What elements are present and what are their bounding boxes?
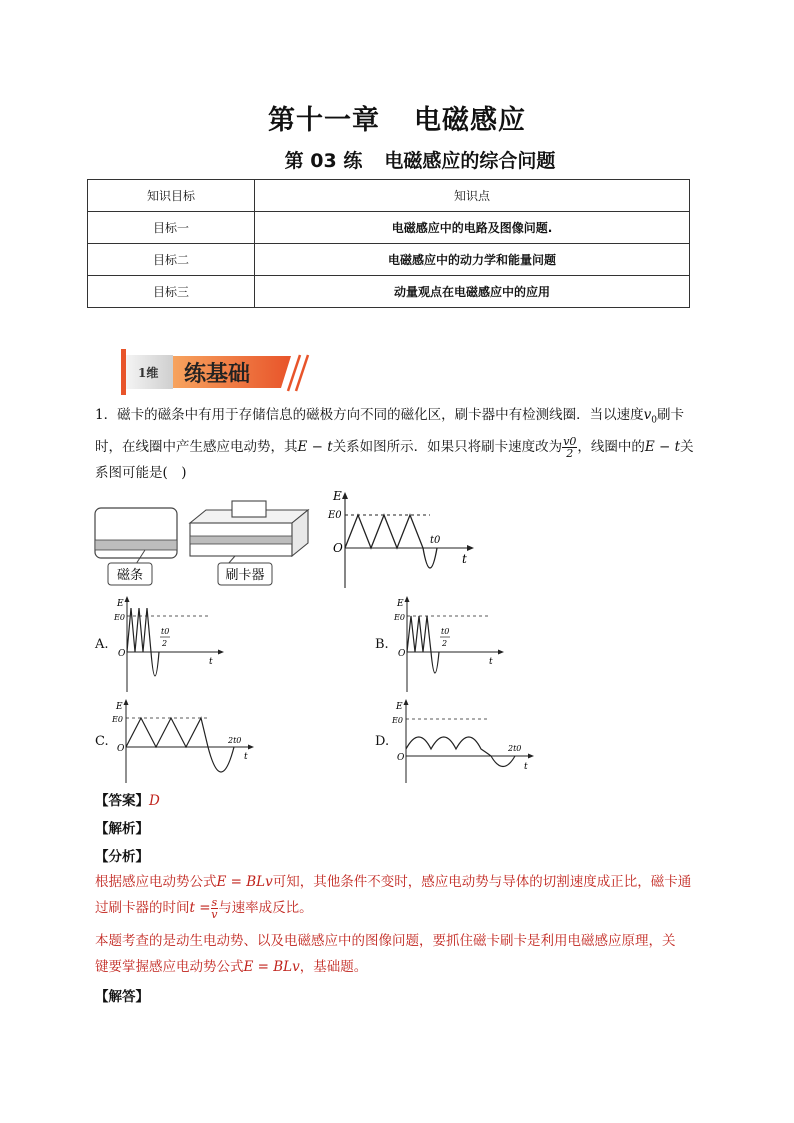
question-text-5: ，线圈中的 (577, 438, 645, 455)
magnetic-card (95, 508, 177, 558)
question-text-3: 时，在线圈中产生感应电动势，其 (95, 438, 298, 455)
axis-E: E (397, 599, 404, 609)
speed-fraction-den: 2 (566, 446, 574, 460)
label-t0-half: t0 (441, 627, 450, 636)
table-header-row (88, 180, 690, 212)
table-header-point: 知识点 (255, 180, 690, 212)
option-a-graph[interactable] (112, 594, 227, 694)
label-2t0: 2t0 (228, 736, 242, 745)
analysis-label: 【解析】 (95, 821, 149, 837)
table-row (88, 276, 690, 308)
table-cell-goal: 目标一 (88, 212, 255, 244)
option-b-label[interactable]: B. (375, 637, 389, 652)
section-banner (121, 347, 311, 397)
option-d-graph[interactable] (390, 697, 540, 785)
table-cell-goal: 目标二 (88, 244, 255, 276)
answer-line (95, 789, 160, 809)
reader-label: 刷卡器 (225, 568, 265, 583)
axis-E0: E0 (392, 716, 403, 725)
table-cell-point: 动量观点在电磁感应中的应用 (255, 276, 690, 308)
option-d-label[interactable]: D. (375, 734, 390, 749)
axis-E0: E0 (394, 613, 405, 622)
fenxi-p2-b: 与速率成反比。 (218, 900, 313, 916)
label-two: 2 (162, 639, 168, 648)
question-v0-sub: 0 (651, 415, 657, 426)
label-two: 2 (442, 639, 448, 648)
section-name: 电磁感应的综合问题 (384, 150, 556, 172)
fenxi-label: 【分析】 (95, 849, 149, 865)
chapter-name: 电磁感应 (414, 105, 526, 136)
option-c-graph[interactable] (110, 697, 260, 785)
axis-t: t (244, 752, 248, 762)
axis-E0: E0 (328, 510, 342, 521)
answer-value: D (149, 793, 160, 809)
answer-label: 【答案】 (95, 793, 149, 809)
axis-t: t (524, 762, 528, 772)
axis-origin: O (117, 744, 125, 754)
question-number: 1． (95, 407, 118, 423)
table-cell-point: 电磁感应中的动力学和能量问题 (255, 244, 690, 276)
option-b-graph[interactable] (392, 594, 507, 694)
axis-origin: O (398, 649, 406, 659)
time-fraction-num: s (211, 896, 218, 909)
axis-E0: E0 (114, 613, 125, 622)
axis-E: E (116, 702, 123, 712)
fenxi-p1-b: 可知，其他条件不变时，感应电动势与导体的切割速度成正比，磁卡通 (272, 874, 692, 890)
time-fraction-den: v (211, 908, 218, 921)
table-row (88, 212, 690, 244)
axis-t: t (489, 657, 493, 667)
question-et-2: E − t (644, 438, 681, 455)
axis-E: E (396, 702, 403, 712)
table-header-goal: 知识目标 (88, 180, 255, 212)
table-cell-point: 电磁感应中的电路及图像问题. (255, 212, 690, 244)
fenxi-time-symbol: t = (189, 900, 211, 916)
fenxi-p4-b: ，基础题。 (299, 959, 368, 975)
banner-graphic (121, 347, 311, 397)
axis-E0: E0 (112, 715, 123, 724)
table-row (88, 244, 690, 276)
question-figure (90, 488, 490, 590)
table-cell-goal: 目标三 (88, 276, 255, 308)
chapter-label: 第十一章 (268, 105, 380, 136)
fenxi-text-2 (95, 928, 705, 980)
chapter-title (0, 98, 794, 137)
card-label: 磁条 (116, 568, 144, 583)
question-text-4: 关系如图所示．如果只将刷卡速度改为 (332, 438, 563, 455)
option-c-label[interactable]: C. (95, 734, 109, 749)
section-title (0, 146, 794, 173)
axis-E: E (117, 599, 124, 609)
label-2t0: 2t0 (508, 744, 522, 753)
label-t0: t0 (430, 535, 441, 546)
fenxi-p2-a: 过刷卡器的时间 (95, 900, 190, 916)
question-text-6: 关 (680, 438, 694, 455)
question-text-7: 系图可能是( ) (95, 464, 187, 481)
fenxi-p3: 本题考查的是动生电动势、以及电磁感应中的图像问题，要抓住磁卡刷卡是利用电磁感应原理，关 (95, 933, 676, 949)
question-text-2: 刷卡 (656, 407, 684, 423)
fenxi-text (95, 869, 705, 921)
section-label: 第 03 练 (284, 150, 363, 172)
axis-E: E (333, 489, 342, 503)
et-graph (327, 489, 474, 588)
goals-table (87, 179, 690, 308)
label-t0-half: t0 (161, 627, 170, 636)
axis-origin: O (333, 541, 343, 555)
question-v0: v (643, 407, 652, 423)
question-text (95, 402, 705, 486)
option-a-label[interactable]: A. (95, 637, 109, 652)
fenxi-p4-a: 键要掌握感应电动势公式 (95, 959, 244, 975)
banner-accent (121, 349, 126, 395)
axis-origin: O (118, 649, 126, 659)
fenxi-formula-2: E = BLv (243, 959, 300, 975)
axis-t: t (209, 657, 213, 667)
question-text-1: 磁卡的磁条中有用于存储信息的磁极方向不同的磁化区，刷卡器中有检测线圈．当以速度 (117, 407, 644, 423)
question-et: E − t (297, 438, 333, 455)
axis-origin: O (397, 753, 405, 763)
magnetic-stripe (95, 540, 177, 550)
axis-t: t (462, 552, 467, 566)
speed-fraction-num: v0 (563, 434, 577, 448)
fenxi-p1-a: 根据感应电动势公式 (95, 874, 217, 890)
banner-title: 练基础 (184, 361, 251, 387)
speed-fraction (562, 436, 577, 459)
jieda-label: 【解答】 (95, 989, 149, 1005)
fenxi-formula-1: E = BLv (216, 874, 273, 890)
banner-level: 1维 (138, 366, 159, 380)
